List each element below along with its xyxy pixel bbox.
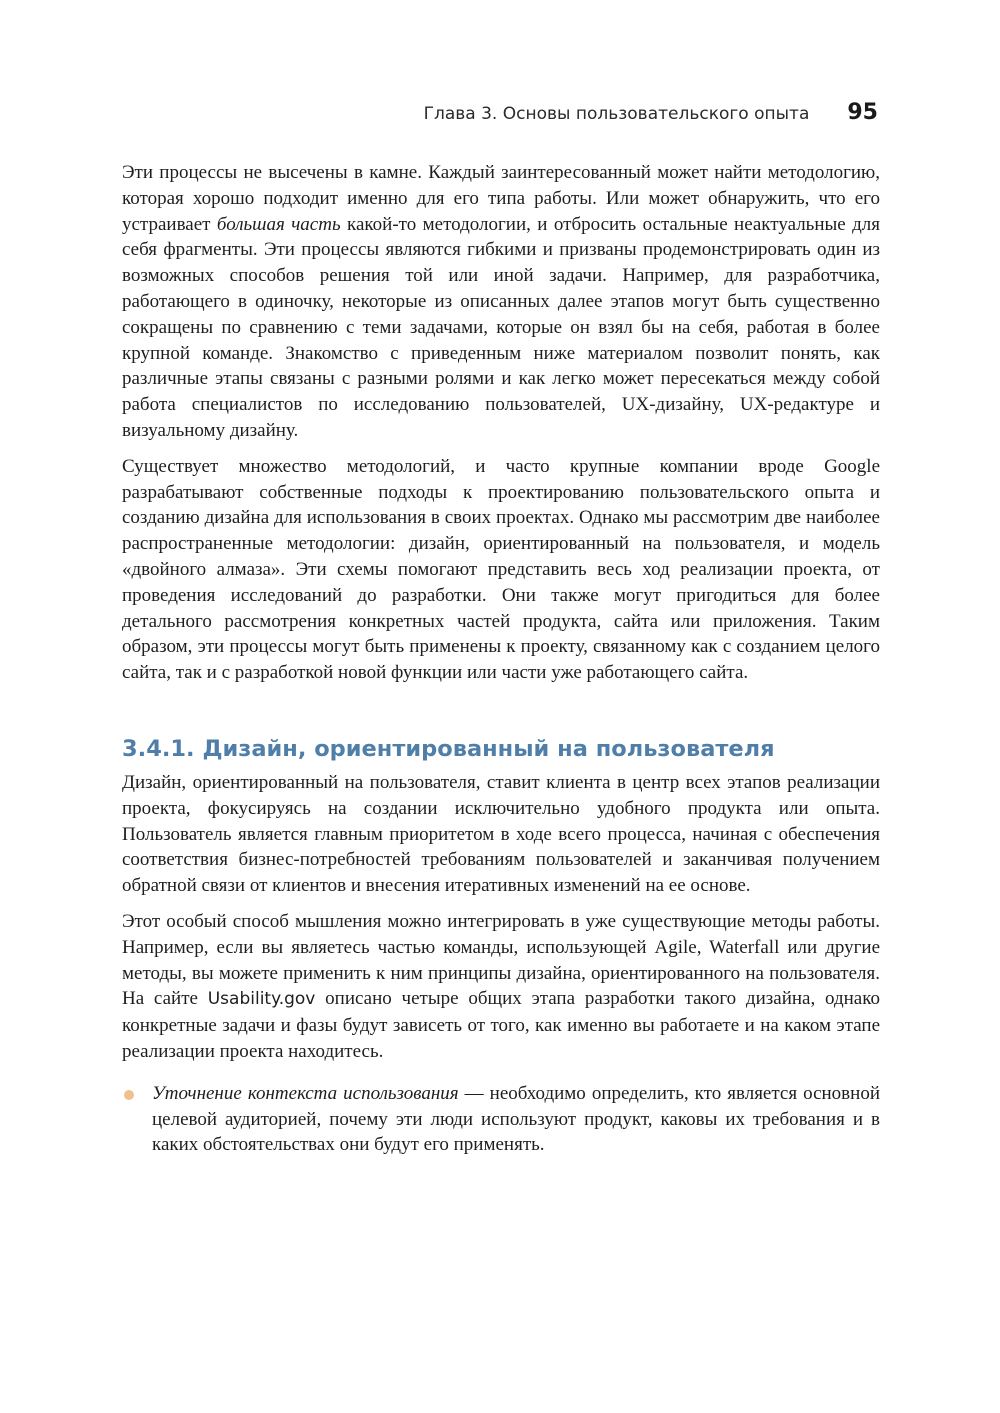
paragraph: Дизайн, ориентированный на пользователя, ставит клиента в центр всех этапов реализации проекта, фокусируясь на создании исключительно удобного продукта или опыта. Пользователь является главным приоритетом в ходе всего процесса, начиная с обеспечения соответствия бизнес-потребностей требованиям пользователей и заканчивая получением обратной связи от клиентов и внесения итеративных изменений на ее основе. [122, 771, 880, 897]
section-heading: 3.4.1. Дизайн, ориентированный на пользователя [122, 735, 775, 762]
paragraph: Существует множество методологий, и часто крупные компании вроде Google разрабатывают собственные подходы к проектированию пользовательского опыта и созданию дизайна для использования в своих проектах. Однако мы рассмотрим две наиболее распространенные методологии: дизайн, ориентированный на пользователя, и модель «двойного алмаза». Эти схемы помогают представить весь ход реализации проекта, от проведения исследований до разработки. Они также могут пригодиться для более детального рассмотрения конкретных частей продукта, сайта или приложения. Таким образом, эти процессы могут быть применены к проекту, связанному как с созданием целого сайта, так и с разработкой новой функции или части уже работающего сайта. [122, 455, 880, 684]
bullet-list [122, 1081, 880, 1158]
paragraph [122, 160, 880, 444]
paragraph [122, 909, 880, 1065]
bullet-dot-icon [124, 1090, 134, 1100]
usability-gov-link[interactable]: Usability.gov [207, 989, 316, 1010]
paragraph-text: Эти процессы не высечены в камне. Каждый заинтересованный может найти методологию, которая хорошо подходит именно для его типа работы. Или может обнаружить, что его устраивает [122, 162, 880, 235]
paragraph-text: Этот особый способ мышления можно интегрировать в уже существующие методы работы. Например, если вы являетесь частью команды, использующей Agile, Waterfall или другие методы, вы можете применить к ним принципы дизайна, ориентированного на пользователя. На сайте [122, 910, 880, 1010]
list-item [122, 1081, 880, 1158]
page-body [122, 160, 880, 1158]
emphasis-text: большая часть [216, 213, 341, 235]
paragraph-text: описано четыре общих этапа разработки такого дизайна, однако конкретные задачи и фазы будут зависеть от того, как именно вы работаете и на каком этапе реализации проекта находитесь. [122, 988, 880, 1062]
running-header [424, 100, 878, 125]
list-item-text: — необходимо определить, кто является основной целевой аудиторией, почему эти люди используют продукт, каковы их требования и в каких обстоятельствах они будут его применять. [152, 1082, 880, 1156]
page-number: 95 [847, 100, 878, 125]
list-item-term: Уточнение контекста использования [152, 1082, 459, 1104]
paragraph-text: какой-то методологии, и отбросить остальные неактуальные для себя фрагменты. Эти процессы являются гибкими и призваны продемонстрировать один из возможных способов решения той или иной задачи. Например, для разработчика, работающего в одиночку, некоторые из описанных далее этапов могут быть существенно сокращены по сравнению с теми задачами, которые он взял бы на себя, работая в более крупной команде. Знакомство с приведенным ниже материалом позволит понять, как различные этапы связаны с разными ролями и как легко может пересекаться между собой работа специалистов по исследованию пользователей, UX-дизайну, UX-редактуре и визуальному дизайну. [122, 213, 881, 441]
chapter-title: Глава 3. Основы пользовательского опыта [423, 104, 810, 124]
